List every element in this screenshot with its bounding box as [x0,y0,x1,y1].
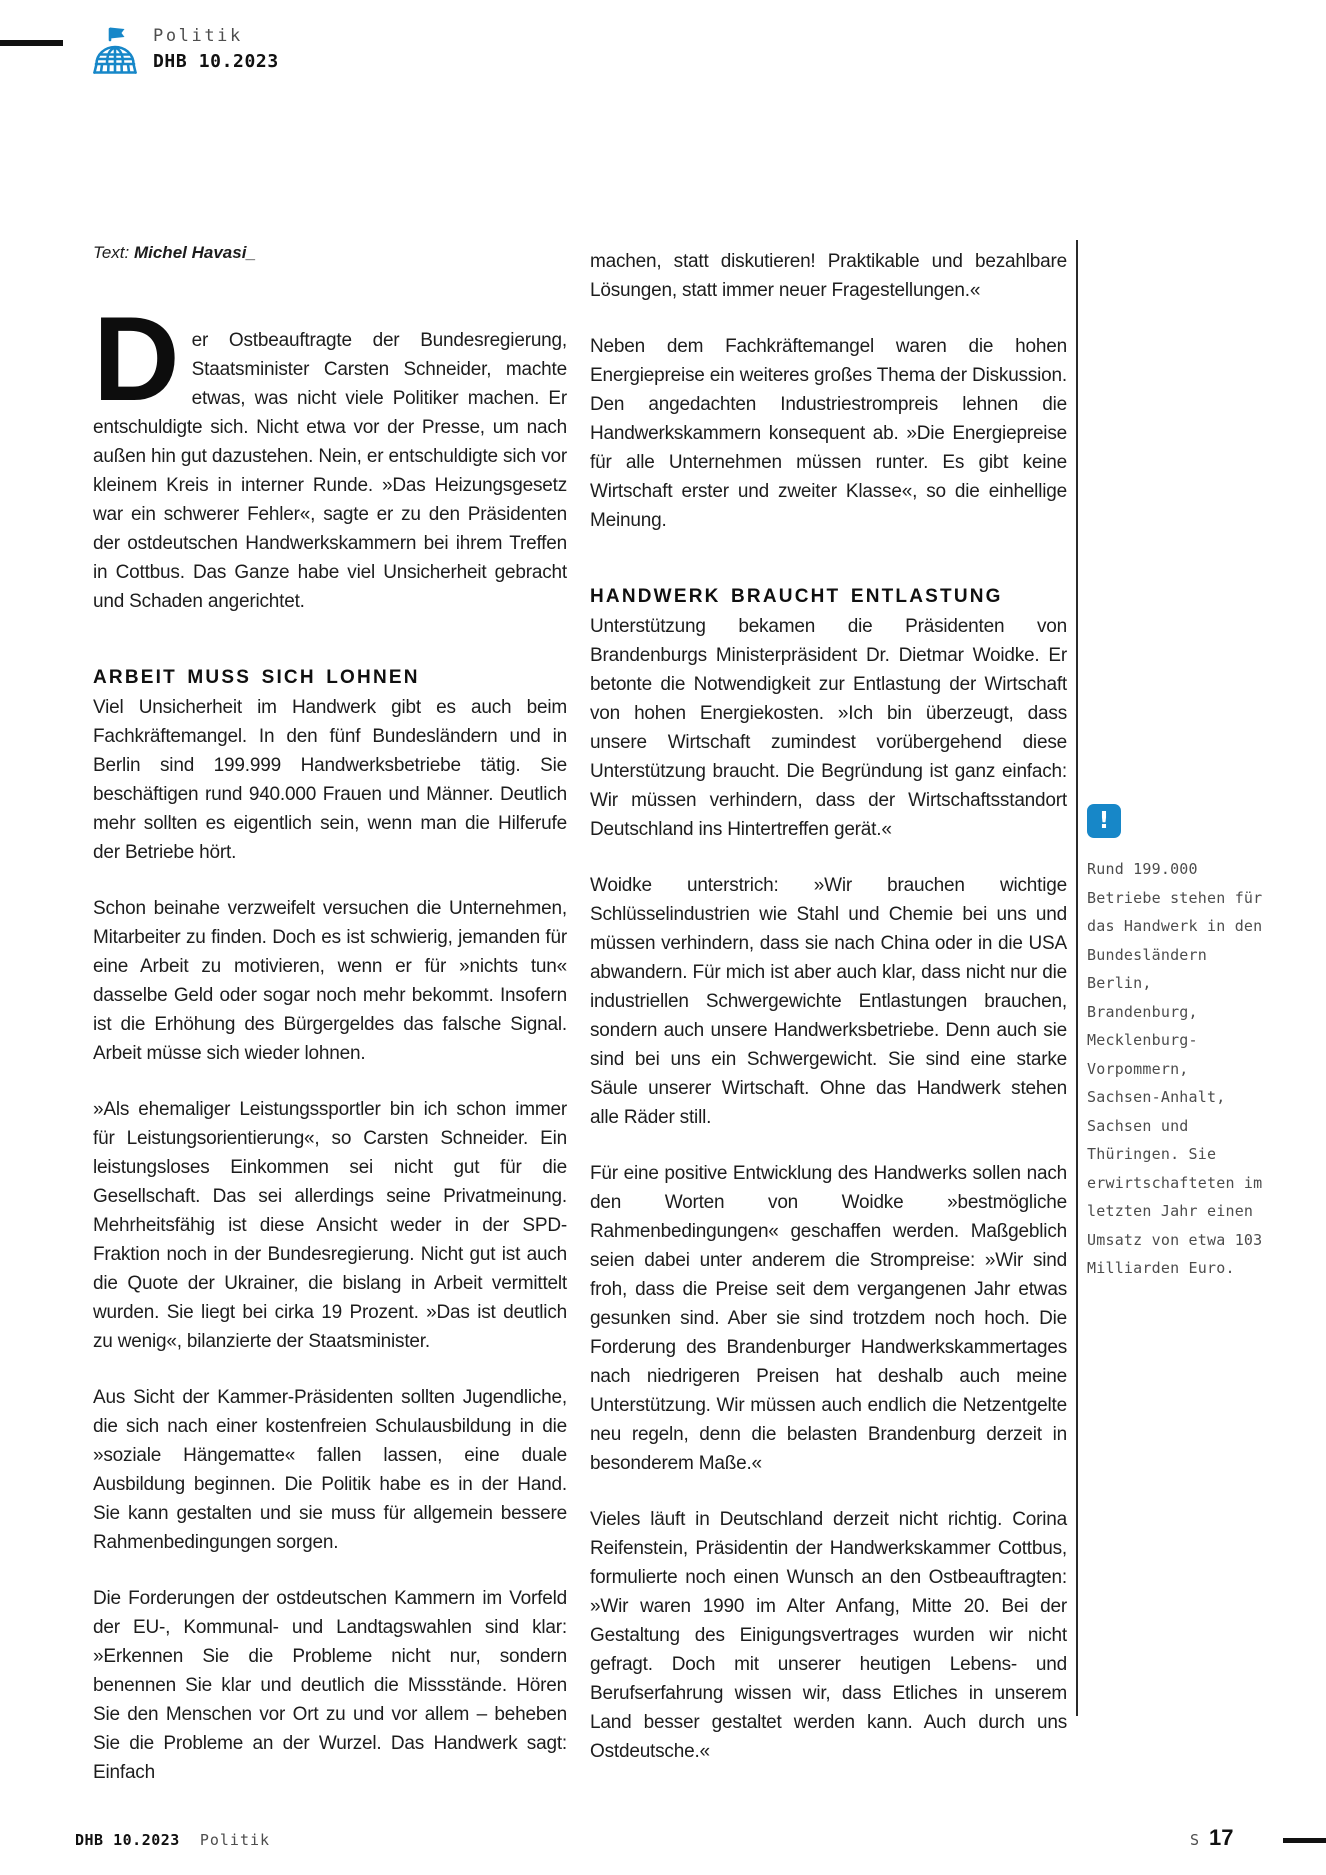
footer-section: Politik [199,1831,271,1849]
paragraph-text: er Ostbeauftragte der Bundesregierung, Staatsminister Carsten Schneider, machte etwas, was nicht viele Politiker machen. Er entschuldigte sich. Nicht etwa vor der Presse, um nach außen hin gut dazustehen. Nein, er entschuldigte sich vor kleinem Kreis in interner Runde. »Das Heizungsgesetz war ein schwerer Fehler«, sagte er zu den Präsidenten der ostdeutschen Handwerkskammern bei ihrem Treffen in Cottbus. Das Ganze habe viel Unsicherheit gebracht und Schaden angerichtet. [93,330,567,612]
paragraph: Woidke unterstrich: »Wir brauchen wichtige Schlüsselindustrien wie Stahl und Chemie bei uns und müssen verhindern, dass sie nach China oder in die USA abwandern. Für mich ist aber auch klar, dass nicht nur die industriellen Schwergewichte Entlastungen brauchen, sondern auch unsere Handwerksbetriebe. Denn auch sie sind bei uns ein Schwergewicht. Sie sind eine starke Säule unserer Wirtschaft. Ohne das Handwerk stehen alle Räder still. [590,875,1067,1128]
header-rule [0,40,63,46]
paragraph: Aus Sicht der Kammer-Präsidenten sollten Jugendliche, die sich nach einer kostenfreien Schulausbildung in die »soziale Hängematte« fallen lassen, eine duale Ausbildung beginnen. Die Politik habe es in der Hand. Sie kann gestalten und sie muss für allgemein bessere Rahmenbedingungen sorgen. [93,1387,567,1553]
column-divider-rule [1076,240,1078,1716]
section-heading: ARBEIT MUSS SICH LOHNEN [93,667,420,688]
page-prefix: S [1190,1831,1200,1849]
paragraph: Schon beinahe verzweifelt versuchen die Unternehmen, Mitarbeiter zu finden. Doch es ist schwierig, jemanden für eine Arbeit zu motivieren, wenn er für »nichts tun« dasselbe Geld oder sogar noch mehr bekommt. Insofern ist die Erhöhung des Bürgergeldes das falsche Signal. Arbeit müsse sich wieder lohnen. [93,898,567,1064]
margin-note-text: Rund 199.000 Betriebe stehen für das Handwerk in den Bundesländern Berlin, Brandenburg, Mecklenburg-Vorpommern, Sachsen-Anhalt, Sachsen und Thüringen. Sie erwirtschafteten im letzten Jahr einen Umsatz von etwa 103 Milliarden Euro. [1087,860,1263,1277]
page-header [91,25,279,79]
drop-cap: D [93,292,180,426]
paragraph: Unterstützung bekamen die Präsidenten von Brandenburgs Ministerpräsident Dr. Dietmar Woidke. Er betonte die Notwendigkeit zur Entlastung der Wirtschaft von hohen Energiekosten. »Ich bin überzeugt, dass unsere Wirtschaft zumindest vorübergehend diese Unterstützung braucht. Die Begründung ist ganz einfach: Wir müssen verhindern, dass der Wirtschaftsstandort Deutschland ins Hintertreffen gerät.« [590,616,1067,840]
paragraph: machen, statt diskutieren! Praktikable und bezahlbare Lösungen, statt immer neuer Fragestellungen.« [590,251,1067,301]
paragraph: Viel Unsicherheit im Handwerk gibt es auch beim Fachkräftemangel. In den fünf Bundesländern und in Berlin sind 199.999 Handwerksbetriebe tätig. Sie beschäftigen rund 940.000 Frauen und Männer. Deutlich mehr sollten es eigentlich sein, wenn man die Hilferufe der Betriebe hört. [93,697,567,863]
byline-author: Michel Havasi_ [133,243,256,262]
margin-note [1087,804,1267,1283]
paragraph: Für eine positive Entwicklung des Handwerks sollen nach den Worten von Woidke »bestmögliche Rahmenbedingungen« geschaffen werden. Maßgeblich seien dabei unter anderem die Strompreise: »Wir sind froh, dass die Preise seit dem vergangenen Jahr etwas gesunken sind. Aber sie sind trotzdem noch hoch. Die Forderung des Brandenburger Handwerkskammertages nach niedrigeren Preisen hat deshalb auch meine Unterstützung. Wir müssen auch endlich die Netzentgelte neu regeln, denn die belasten Brandenburg derzeit in besonderem Maße.« [590,1163,1067,1474]
footer-right [1190,1825,1234,1851]
footer-issue: DHB 10.2023 [75,1831,180,1849]
footer-rule [1283,1838,1326,1843]
byline [93,243,256,263]
section-heading: HANDWERK BRAUCHT ENTLASTUNG [590,586,1003,607]
paragraph [93,292,567,616]
exclamation-icon [1087,804,1121,838]
issue-label: DHB 10.2023 [153,51,279,72]
paragraph: Vieles läuft in Deutschland derzeit nicht richtig. Corina Reifenstein, Präsidentin der Handwerkskammer Cottbus, formulierte noch einen Wunsch an den Ostbeauftragten: »Wir waren 1990 im Alter Anfang, Mitte 20. Bei der Gestaltung des Einigungsvertrages wurden wir nicht gefragt. Doch mit unserer heutigen Lebens- und Berufserfahrung wissen wir, dass Etliches in unserem Land besser gestaltet werden kann. Auch durch uns Ostdeutsche.« [590,1509,1067,1762]
footer-left [75,1831,270,1849]
article-column-1 [93,292,567,1814]
paragraph: Die Forderungen der ostdeutschen Kammern im Vorfeld der EU-, Kommunal- und Landtagswahlen sind klar: »Erkennen Sie die Probleme nicht nur, sondern benennen Sie klar und deutlich die Missstände. Hören Sie den Menschen vor Ort zu und vor allem – beheben Sie die Probleme an der Wurzel. Das Handwerk sagt: Einfach [93,1588,567,1783]
reichstag-dome-icon [91,25,139,79]
exclamation-glyph: ! [1098,808,1110,834]
paragraph: Neben dem Fachkräftemangel waren die hohen Energiepreise ein weiteres großes Thema der Diskussion. Den angedachten Industriestrompreis lehnen die Handwerkskammern konsequent ab. »Die Energiepreise für alle Unternehmen müssen runter. Es gibt keine Wirtschaft erster und zweiter Klasse«, so die einhellige Meinung. [590,336,1067,531]
byline-label: Text: [93,243,130,262]
page-number: 17 [1209,1825,1234,1850]
paragraph: »Als ehemaliger Leistungssportler bin ich schon immer für Leistungsorientierung«, so Carsten Schneider. Ein leistungsloses Einkommen sei nicht gut für die Gesellschaft. Das sei allerdings seine Privatmeinung. Mehrheitsfähig ist diese Ansicht weder in der SPD-Fraktion noch in der Bundesregierung. Nicht gut ist auch die Quote der Ukrainer, die bislang in Arbeit vermittelt wurden. Sie liegt bei cirka 19 Prozent. »Das ist deutlich zu wenig«, bilanzierte der Staatsminister. [93,1099,567,1352]
section-label: Politik [153,26,243,46]
article-column-2 [590,247,1067,1793]
